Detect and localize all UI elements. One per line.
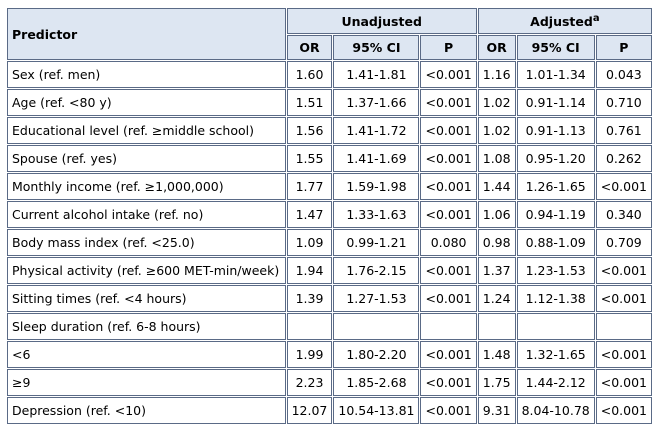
cell-ci-adjusted: 0.95-1.20 [517,145,595,172]
unadjusted-header: Unadjusted [287,8,477,34]
cell-ci-adjusted: 1.26-1.65 [517,173,595,200]
table-row [7,369,652,396]
results-table [6,7,653,425]
cell-p-adjusted [596,313,652,340]
cell-ci-adjusted: 8.04-10.78 [517,397,595,424]
cell-or: 1.56 [287,117,333,144]
cell-predictor: Body mass index (ref. <25.0) [7,229,286,256]
cell-p-adjusted: 0.043 [596,61,652,88]
cell-ci-adjusted: 1.44-2.12 [517,369,595,396]
table-row [7,145,652,172]
cell-or: 1.99 [287,341,333,368]
cell-p-adjusted: <0.001 [596,369,652,396]
cell-predictor: Sex (ref. men) [7,61,286,88]
cell-or-adjusted: 1.24 [478,285,516,312]
cell-or-adjusted: 1.48 [478,341,516,368]
cell-or: 12.07 [287,397,333,424]
cell-ci-adjusted: 1.32-1.65 [517,341,595,368]
cell-ci [333,313,419,340]
cell-or [287,313,333,340]
cell-ci: 1.59-1.98 [333,173,419,200]
cell-ci: 1.41-1.69 [333,145,419,172]
cell-p: <0.001 [420,201,476,228]
cell-or: 1.39 [287,285,333,312]
cell-or: 1.09 [287,229,333,256]
cell-ci: 1.33-1.63 [333,201,419,228]
cell-p: <0.001 [420,369,476,396]
cell-p: <0.001 [420,257,476,284]
adjusted-footnote-marker: a [592,12,600,24]
cell-ci-adjusted: 0.91-1.13 [517,117,595,144]
cell-ci-adjusted [517,313,595,340]
table-row [7,89,652,116]
cell-ci-adjusted: 1.12-1.38 [517,285,595,312]
cell-p: <0.001 [420,89,476,116]
cell-p-adjusted: 0.262 [596,145,652,172]
cell-p-adjusted: <0.001 [596,257,652,284]
cell-ci-adjusted: 1.01-1.34 [517,61,595,88]
cell-predictor: Current alcohol intake (ref. no) [7,201,286,228]
cell-or-adjusted: 1.06 [478,201,516,228]
cell-predictor: Age (ref. <80 y) [7,89,286,116]
cell-p-adjusted: <0.001 [596,397,652,424]
cell-ci: 1.85-2.68 [333,369,419,396]
column-header-or: OR [287,35,333,60]
cell-p: 0.080 [420,229,476,256]
column-header-or-adjusted: OR [478,35,516,60]
cell-predictor: Physical activity (ref. ≥600 MET-min/week) [7,257,286,284]
cell-ci: 1.76-2.15 [333,257,419,284]
cell-p-adjusted: 0.709 [596,229,652,256]
cell-p-adjusted: 0.761 [596,117,652,144]
cell-predictor: Monthly income (ref. ≥1,000,000) [7,173,286,200]
cell-p-adjusted: <0.001 [596,285,652,312]
table-row [7,173,652,200]
cell-p: <0.001 [420,61,476,88]
cell-or-adjusted [478,313,516,340]
adjusted-header-label: Adjusted [530,14,593,30]
column-header-p: P [420,35,476,60]
cell-p-adjusted: <0.001 [596,173,652,200]
cell-p-adjusted: 0.710 [596,89,652,116]
cell-or-adjusted: 1.37 [478,257,516,284]
cell-or: 1.47 [287,201,333,228]
cell-ci-adjusted: 1.23-1.53 [517,257,595,284]
table-row [7,61,652,88]
cell-or-adjusted: 1.16 [478,61,516,88]
cell-or-adjusted: 1.02 [478,117,516,144]
cell-predictor: ≥9 [7,369,286,396]
cell-or-adjusted: 0.98 [478,229,516,256]
table-body [7,61,652,424]
cell-or: 1.94 [287,257,333,284]
cell-or: 1.51 [287,89,333,116]
column-header-ci-adjusted: 95% CI [517,35,595,60]
column-header-p-adjusted: P [596,35,652,60]
cell-ci: 1.41-1.81 [333,61,419,88]
cell-ci: 1.27-1.53 [333,285,419,312]
cell-ci: 1.37-1.66 [333,89,419,116]
cell-or-adjusted: 1.44 [478,173,516,200]
cell-or: 1.60 [287,61,333,88]
table-row [7,313,652,340]
predictor-header: Predictor [7,8,286,60]
cell-p: <0.001 [420,145,476,172]
cell-ci: 1.80-2.20 [333,341,419,368]
cell-or-adjusted: 1.02 [478,89,516,116]
cell-p: <0.001 [420,173,476,200]
cell-or-adjusted: 1.08 [478,145,516,172]
cell-predictor: <6 [7,341,286,368]
cell-p [420,313,476,340]
cell-predictor: Sleep duration (ref. 6-8 hours) [7,313,286,340]
cell-p: <0.001 [420,117,476,144]
cell-ci: 10.54-13.81 [333,397,419,424]
cell-or: 2.23 [287,369,333,396]
cell-ci-adjusted: 0.91-1.14 [517,89,595,116]
table-row [7,341,652,368]
table-row [7,201,652,228]
column-header-ci: 95% CI [333,35,419,60]
table-row [7,285,652,312]
cell-p: <0.001 [420,397,476,424]
cell-predictor: Educational level (ref. ≥middle school) [7,117,286,144]
table-row [7,229,652,256]
table-row [7,397,652,424]
cell-or: 1.55 [287,145,333,172]
cell-ci-adjusted: 0.94-1.19 [517,201,595,228]
cell-or-adjusted: 9.31 [478,397,516,424]
adjusted-header [478,8,652,34]
cell-p-adjusted: <0.001 [596,341,652,368]
cell-p: <0.001 [420,285,476,312]
cell-p-adjusted: 0.340 [596,201,652,228]
cell-p: <0.001 [420,341,476,368]
cell-predictor: Depression (ref. <10) [7,397,286,424]
cell-ci-adjusted: 0.88-1.09 [517,229,595,256]
cell-ci: 0.99-1.21 [333,229,419,256]
cell-predictor: Spouse (ref. yes) [7,145,286,172]
table-row [7,257,652,284]
cell-predictor: Sitting times (ref. <4 hours) [7,285,286,312]
cell-or: 1.77 [287,173,333,200]
cell-or-adjusted: 1.75 [478,369,516,396]
table-row [7,117,652,144]
cell-ci: 1.41-1.72 [333,117,419,144]
